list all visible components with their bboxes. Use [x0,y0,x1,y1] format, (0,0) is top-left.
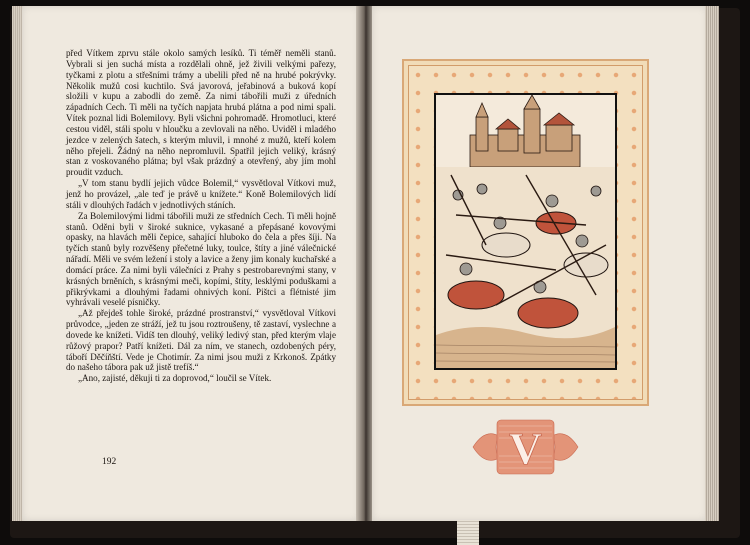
paragraph: „Až přejdeš tohle široké, prázdné prostranství,“ vysvětloval Vítkovi průvodce, „jeden ze stráží, jež tu jsou roztroušeny, tě zastaví, vyslechne a dovede ke knížeti. Vidíš ten dlouhý, veliký ledivý stan, před kterým vlaje růžový prapor? Patří knížeti. Dál za ním, ve stanech, ozdobených péry, táboří Děčíňští. Vede je Chotimír. Za nimi jsou muži z Krkonoš. Zpátky do našeho tábora pak už jistě trefíš.“ [66,308,336,373]
body-text [66,48,336,384]
medieval-battle-woodcut-icon [434,93,617,370]
paragraph: „V tom stanu bydlí jejich vůdce Bolemil,“ vysvětloval Vítkovi muž, jenž ho provázel, „ale teď je právě u knížete.“ Koně Bolemilových lidí stáli v dlouhých řadách v jednotlivých stáních. [66,178,336,210]
initial-letter: V [508,423,543,474]
decorated-initial-v-icon [469,414,582,480]
paragraph: Za Bolemilovými lidmi tábořili muži ze středních Cech. Ti měli hojně stanů. Oděni byli v široké suknice, vykasané a přepásané kovovými opasky, na hlavách měli čepice, sahající hluboko do čela a přes šíji. Na tyčích stanů byly rozvěšeny přečetné luky, toulce, štíty a jiné válečnické nářadí. Měli ve svém ležení i stoly a lavice a ženy jim konaly kuchařské a domácí práce. Za nimi byli válečníci z Prahy s pestrobarevnými stany, v krásných brněních, s krásnými meči, kopími, štíty, lesklými poduškami a přikrývkami a dlouhými řadami ohnivých koní. Pištci a flétnisté jim vyhrávali veselé písničky. [66,210,336,308]
paragraph: „Ano, zajisté, děkuji ti za doprovod,“ loučil se Vítek. [78,373,272,384]
paragraph: před Vítkem zprvu stále okolo samých lesíků. Ti téměř neměli stanů. Vybrali si jen suchá místa a rozdělali ohně, jež živili velkými pařezy, tyčkami z plotu a střešními trámy a ubelili před ně na hrubé pokrývky. Několik mužů cosi kuchtilo. Svá javorová, jeřabinová a buková kopí složili v kupu a zabodli do země. Za nimi tábořili muži z úředních západních Cech. Ti měli na tyčích napjata hrubá plátna a pod nimi spali. Vítek poznal lidi Bolemilovy. Byli všichni pohromadě. Hromotluci, které cestou viděl, stáli spolu v hloučku a zevlovali na něho. Uviděl i mladého jezdce v zelených šatech, s kterým mluvil, i mnohé z mužů, kteří kolem něho přejeli. Žádný na něho nepromluvil. Spatřil jejich veliký, krásný stan z voskovaného plátna; byl však prázdný a otevřený, aby jím mohl proudit vzduch. [66,48,336,178]
ribbon-bookmark [457,520,479,545]
page-stack-right [705,6,719,521]
page-number: 192 [102,457,117,467]
